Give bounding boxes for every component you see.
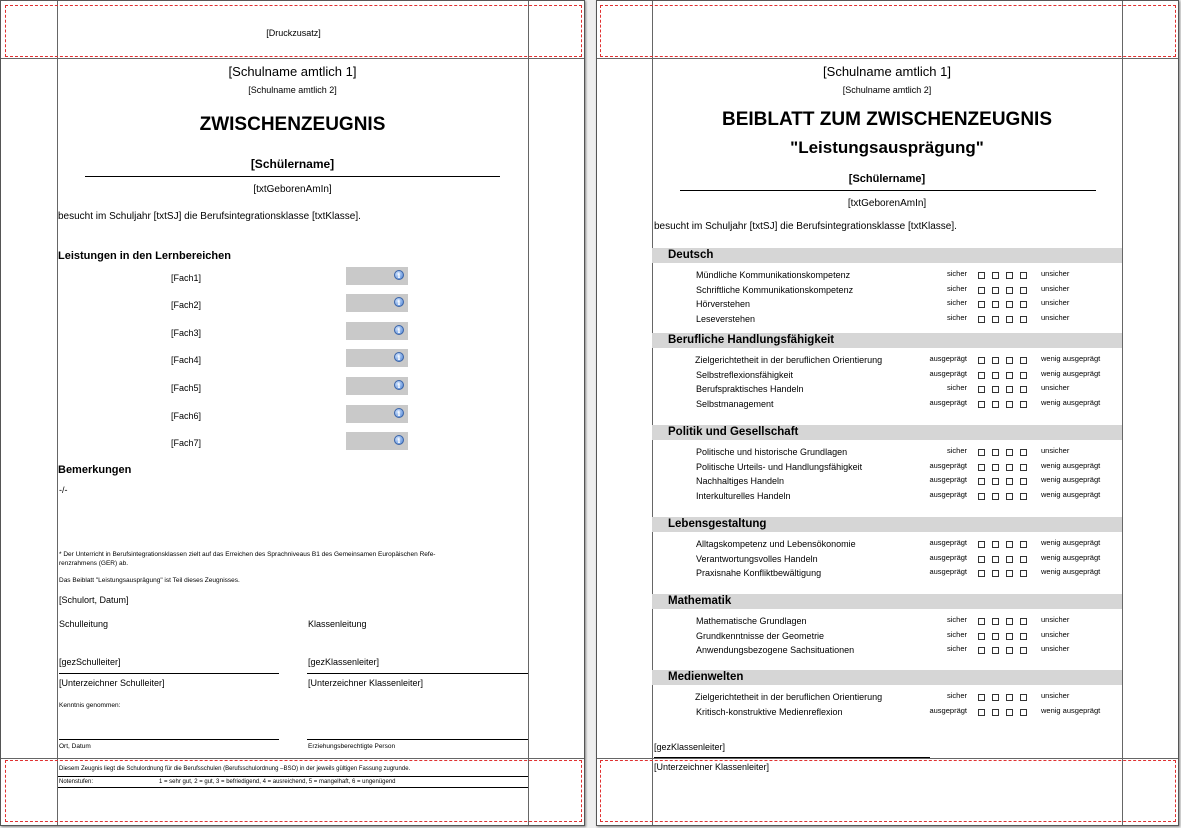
competency-label: Mündliche Kommunikationskompetenz <box>696 270 851 280</box>
rating-checkbox[interactable] <box>1006 272 1013 279</box>
rating-checkbox[interactable] <box>1020 272 1027 279</box>
rating-checkbox[interactable] <box>992 272 999 279</box>
birth-field[interactable]: [txtGeborenAmIn] <box>253 184 332 195</box>
rating-checkbox[interactable] <box>1006 694 1013 701</box>
scale-right-label: wenig ausgeprägt <box>1041 475 1101 484</box>
signature-line <box>654 757 930 758</box>
signature-line <box>59 673 279 674</box>
rating-checkbox[interactable] <box>1006 449 1013 456</box>
rating-checkbox[interactable] <box>1020 449 1027 456</box>
scale-left-label: ausgeprägt <box>929 553 967 562</box>
rating-checkbox[interactable] <box>992 386 999 393</box>
scale-right-label: unsicher <box>1041 313 1070 322</box>
rating-checkbox[interactable] <box>1006 556 1013 563</box>
rating-checkbox[interactable] <box>992 464 999 471</box>
school-name-2: [Schulname amtlich 2] <box>248 85 337 95</box>
acknowledged-label: Kenntnis genommen: <box>59 702 121 709</box>
rating-checkbox[interactable] <box>978 493 985 500</box>
rating-checkbox[interactable] <box>978 709 985 716</box>
print-note: [Druckzusatz] <box>266 28 321 38</box>
grade-field[interactable] <box>346 322 408 340</box>
rating-checkbox[interactable] <box>992 478 999 485</box>
scale-right-label: wenig ausgeprägt <box>1041 538 1101 547</box>
rating-checkbox[interactable] <box>1020 647 1027 654</box>
competency-label: Grundkenntnisse der Geometrie <box>696 631 825 641</box>
scale-left-label: ausgeprägt <box>929 706 967 715</box>
rating-checkbox[interactable] <box>992 401 999 408</box>
margin-guide <box>1122 1 1123 825</box>
scale-right-label: unsicher <box>1041 615 1070 624</box>
scale-left-label: sicher <box>946 691 967 700</box>
remarks-value[interactable]: -/- <box>59 485 68 495</box>
class-head-name[interactable]: [Unterzeichner Klassenleiter] <box>654 762 770 772</box>
rating-checkbox[interactable] <box>1006 570 1013 577</box>
scale-right-label: unsicher <box>1041 630 1070 639</box>
birth-field[interactable]: [txtGeborenAmIn] <box>847 198 927 209</box>
rating-checkbox[interactable] <box>978 556 985 563</box>
margin-guide <box>597 58 1178 59</box>
competency-label: Politische und historische Grundlagen <box>696 447 848 457</box>
subject-label: [Fach3] <box>171 328 202 338</box>
scale-right-label: unsicher <box>1041 383 1070 392</box>
rating-checkbox[interactable] <box>1006 633 1013 640</box>
scale-left-label: sicher <box>946 269 967 278</box>
competency-label: Verantwortungsvolles Handeln <box>696 554 818 564</box>
rating-checkbox[interactable] <box>992 287 999 294</box>
rating-checkbox[interactable] <box>1020 464 1027 471</box>
info-icon[interactable]: i <box>394 435 404 445</box>
rating-checkbox[interactable] <box>992 493 999 500</box>
competency-label: Selbstreflexionsfähigkeit <box>696 370 794 380</box>
school-name-1: [Schulname amtlich 1] <box>228 64 357 79</box>
rating-checkbox[interactable] <box>978 541 985 548</box>
competency-label: Politische Urteils- und Handlungsfähigkeit <box>696 462 863 472</box>
rating-checkbox[interactable] <box>978 272 985 279</box>
school-head-name[interactable]: [Unterzeichner Schulleiter] <box>59 678 165 688</box>
rating-checkbox[interactable] <box>1006 357 1013 364</box>
info-icon[interactable]: i <box>394 408 404 418</box>
footer-rule <box>58 787 528 788</box>
section-title: Politik und Gesellschaft <box>668 426 799 438</box>
intro-text: besucht im Schuljahr [txtSJ] die Berufsintegrationsklasse [txtKlasse]. <box>654 221 957 232</box>
competency-label: Schriftliche Kommunikationskompetenz <box>696 285 854 295</box>
rating-checkbox[interactable] <box>992 556 999 563</box>
rating-checkbox[interactable] <box>978 478 985 485</box>
subject-label: [Fach2] <box>171 300 202 310</box>
rating-checkbox[interactable] <box>978 287 985 294</box>
scale-left-label: ausgeprägt <box>929 354 967 363</box>
rating-checkbox[interactable] <box>1006 493 1013 500</box>
scale-left-label: sicher <box>946 446 967 455</box>
grade-field[interactable] <box>346 349 408 367</box>
scale-right-label: unsicher <box>1041 446 1070 455</box>
class-head-name[interactable]: [Unterzeichner Klassenleiter] <box>308 678 424 688</box>
rating-checkbox[interactable] <box>992 301 999 308</box>
subject-label: [Fach6] <box>171 411 202 421</box>
rating-checkbox[interactable] <box>978 372 985 379</box>
competency-label: Nachhaltiges Handeln <box>696 476 785 486</box>
scale-left-label: sicher <box>946 615 967 624</box>
supplement-page <box>596 0 1179 826</box>
rating-checkbox[interactable] <box>992 570 999 577</box>
subject-label: [Fach5] <box>171 383 202 393</box>
rating-checkbox[interactable] <box>1020 478 1027 485</box>
rating-checkbox[interactable] <box>1020 301 1027 308</box>
scale-left-label: ausgeprägt <box>929 475 967 484</box>
competency-label: Interkulturelles Handeln <box>696 491 791 501</box>
class-head-signature[interactable]: [gezKlassenleiter] <box>654 742 726 752</box>
footer-grades-label: Notenstufen: <box>59 779 94 785</box>
guardian-label: Erziehungsberechtigte Person <box>308 743 396 750</box>
scale-left-label: ausgeprägt <box>929 398 967 407</box>
section-header <box>652 517 1122 532</box>
scale-left-label: sicher <box>946 298 967 307</box>
class-head-signature[interactable]: [gezKlassenleiter] <box>308 657 380 667</box>
rating-checkbox[interactable] <box>978 647 985 654</box>
footnote: Das Beiblatt "Leistungsausprägung" ist Teil dieses Zeugnisses. <box>59 577 240 584</box>
page-subtitle: "Leistungsausprägung" <box>790 138 984 157</box>
page-title: BEIBLATT ZUM ZWISCHENZEUGNIS <box>721 109 1052 130</box>
intro-text: besucht im Schuljahr [txtSJ] die Berufsintegrationsklasse [txtKlasse]. <box>58 211 361 222</box>
competency-label: Zielgerichtetheit in der beruflichen Orientierung <box>695 692 883 702</box>
rating-checkbox[interactable] <box>1006 301 1013 308</box>
rating-checkbox[interactable] <box>1020 316 1027 323</box>
rating-checkbox[interactable] <box>1006 386 1013 393</box>
school-head-label: Schulleitung <box>59 619 109 629</box>
scale-right-label: wenig ausgeprägt <box>1041 567 1101 576</box>
rating-checkbox[interactable] <box>992 372 999 379</box>
scale-right-label: unsicher <box>1041 691 1070 700</box>
rating-checkbox[interactable] <box>1020 570 1027 577</box>
footer-rule <box>58 776 528 777</box>
rating-checkbox[interactable] <box>978 570 985 577</box>
rating-checkbox[interactable] <box>992 633 999 640</box>
grade-field[interactable] <box>346 405 408 423</box>
rating-checkbox[interactable] <box>978 464 985 471</box>
rating-checkbox[interactable] <box>1020 694 1027 701</box>
rating-checkbox[interactable] <box>1020 372 1027 379</box>
rating-checkbox[interactable] <box>1006 709 1013 716</box>
student-name[interactable]: [Schülername] <box>250 157 335 171</box>
section-title: Medienwelten <box>668 671 744 683</box>
school-head-signature[interactable]: [gezSchulleiter] <box>59 657 121 667</box>
rating-checkbox[interactable] <box>978 633 985 640</box>
scale-left-label: ausgeprägt <box>929 567 967 576</box>
scale-right-label: wenig ausgeprägt <box>1041 490 1101 499</box>
grade-field[interactable] <box>346 267 408 285</box>
section-header <box>652 594 1122 609</box>
scale-left-label: sicher <box>946 644 967 653</box>
competency-label: Berufspraktisches Handeln <box>696 384 804 394</box>
scale-right-label: unsicher <box>1041 644 1070 653</box>
rating-checkbox[interactable] <box>1006 372 1013 379</box>
name-underline <box>680 190 1096 191</box>
signature-line <box>307 739 528 740</box>
competency-label: Anwendungsbezogene Sachsituationen <box>696 645 855 655</box>
margin-guide <box>1 758 584 759</box>
scale-left-label: sicher <box>946 313 967 322</box>
rating-checkbox[interactable] <box>1020 287 1027 294</box>
class-head-label: Klassenleitung <box>308 619 367 629</box>
school-name-2: [Schulname amtlich 2] <box>842 85 932 95</box>
scale-right-label: wenig ausgeprägt <box>1041 461 1101 470</box>
rating-checkbox[interactable] <box>992 694 999 701</box>
rating-checkbox[interactable] <box>1006 316 1013 323</box>
subject-label: [Fach4] <box>171 355 202 365</box>
section-header <box>652 425 1122 440</box>
rating-checkbox[interactable] <box>1020 633 1027 640</box>
place-date-field[interactable]: [Schulort, Datum] <box>59 595 129 605</box>
scale-right-label: unsicher <box>1041 284 1070 293</box>
margin-guide <box>1 58 584 59</box>
scale-left-label: sicher <box>946 284 967 293</box>
rating-checkbox[interactable] <box>1006 478 1013 485</box>
name-underline <box>85 176 500 177</box>
section-header <box>652 333 1122 348</box>
rating-checkbox[interactable] <box>1020 357 1027 364</box>
subject-label: [Fach7] <box>171 438 202 448</box>
remarks-title: Bemerkungen <box>58 464 132 476</box>
rating-checkbox[interactable] <box>1006 618 1013 625</box>
section-header <box>652 670 1122 685</box>
rating-checkbox[interactable] <box>992 541 999 548</box>
scale-right-label: wenig ausgeprägt <box>1041 398 1101 407</box>
section-title: Leistungen in den Lernbereichen <box>58 250 231 262</box>
footnote: * Der Unterricht in Berufsintegrationsklassen zielt auf das Erreichen des Sprachniveaus B1 des Gemeinsamen Europäischen Refe- <box>59 551 436 558</box>
rating-checkbox[interactable] <box>992 316 999 323</box>
info-icon[interactable]: i <box>394 297 404 307</box>
info-icon[interactable]: i <box>394 380 404 390</box>
rating-checkbox[interactable] <box>978 316 985 323</box>
scale-left-label: ausgeprägt <box>929 461 967 470</box>
scale-left-label: ausgeprägt <box>929 490 967 499</box>
competency-label: Alltagskompetenz und Lebensökonomie <box>696 539 856 549</box>
rating-checkbox[interactable] <box>1020 709 1027 716</box>
rating-checkbox[interactable] <box>1020 386 1027 393</box>
competency-label: Zielgerichtetheit in der beruflichen Orientierung <box>695 355 883 365</box>
signature-line <box>307 673 528 674</box>
rating-checkbox[interactable] <box>1006 401 1013 408</box>
rating-checkbox[interactable] <box>1006 647 1013 654</box>
scale-right-label: unsicher <box>1041 298 1070 307</box>
scale-left-label: sicher <box>946 630 967 639</box>
school-name-1: [Schulname amtlich 1] <box>823 64 951 79</box>
rating-checkbox[interactable] <box>1020 541 1027 548</box>
scale-right-label: wenig ausgeprägt <box>1041 369 1101 378</box>
rating-checkbox[interactable] <box>992 449 999 456</box>
grade-field[interactable] <box>346 377 408 395</box>
grade-field[interactable] <box>346 432 408 450</box>
section-title: Deutsch <box>668 249 714 261</box>
rating-checkbox[interactable] <box>1020 493 1027 500</box>
rating-checkbox[interactable] <box>1020 556 1027 563</box>
header-area <box>600 5 1176 57</box>
rating-checkbox[interactable] <box>992 618 999 625</box>
competency-label: Kritisch-konstruktive Medienreflexion <box>696 707 843 717</box>
student-name[interactable]: [Schülername] <box>848 173 926 185</box>
section-title: Lebensgestaltung <box>668 518 767 530</box>
rating-checkbox[interactable] <box>992 709 999 716</box>
rating-checkbox[interactable] <box>978 694 985 701</box>
rating-checkbox[interactable] <box>992 647 999 654</box>
signature-line <box>59 739 279 740</box>
rating-checkbox[interactable] <box>978 357 985 364</box>
scale-left-label: ausgeprägt <box>929 538 967 547</box>
margin-guide <box>597 758 1178 759</box>
competency-label: Leseverstehen <box>696 314 756 324</box>
section-title: Berufliche Handlungsfähigkeit <box>668 334 835 346</box>
rating-checkbox[interactable] <box>1006 287 1013 294</box>
scale-left-label: sicher <box>946 383 967 392</box>
rating-checkbox[interactable] <box>992 357 999 364</box>
place-date-label: Ort, Datum <box>59 743 91 750</box>
rating-checkbox[interactable] <box>978 301 985 308</box>
scale-right-label: wenig ausgeprägt <box>1041 706 1101 715</box>
footer-grades: 1 = sehr gut, 2 = gut, 3 = befriedigend, 4 = ausreichend, 5 = mangelhaft, 6 = ungenügend <box>159 779 396 785</box>
competency-label: Praxisnahe Konfliktbewältigung <box>696 568 822 578</box>
scale-right-label: unsicher <box>1041 269 1070 278</box>
rating-checkbox[interactable] <box>1006 464 1013 471</box>
rating-checkbox[interactable] <box>978 386 985 393</box>
scale-left-label: ausgeprägt <box>929 369 967 378</box>
section-header <box>652 248 1122 263</box>
certificate-page <box>0 0 585 826</box>
scale-right-label: wenig ausgeprägt <box>1041 553 1101 562</box>
info-icon[interactable]: i <box>394 270 404 280</box>
section-title: Mathematik <box>668 595 732 607</box>
subject-label: [Fach1] <box>171 273 202 283</box>
competency-label: Hörverstehen <box>696 299 751 309</box>
margin-guide <box>528 1 529 825</box>
competency-label: Mathematische Grundlagen <box>696 616 807 626</box>
rating-checkbox[interactable] <box>978 449 985 456</box>
rating-checkbox[interactable] <box>1006 541 1013 548</box>
competency-label: Selbstmanagement <box>696 399 774 409</box>
rating-checkbox[interactable] <box>1020 618 1027 625</box>
info-icon[interactable]: i <box>394 352 404 362</box>
grade-field[interactable] <box>346 294 408 312</box>
page-title: ZWISCHENZEUGNIS <box>199 114 386 135</box>
scale-right-label: wenig ausgeprägt <box>1041 354 1101 363</box>
rating-checkbox[interactable] <box>978 401 985 408</box>
footnote: renzrahmens (GER) ab. <box>59 560 128 567</box>
rating-checkbox[interactable] <box>978 618 985 625</box>
info-icon[interactable]: i <box>394 325 404 335</box>
footer-text: Diesem Zeugnis liegt die Schulordnung für die Berufsschulen (Berufsschulordnung –BSO) in der jeweils gültigen Fassung zugrunde. <box>59 766 411 772</box>
rating-checkbox[interactable] <box>1020 401 1027 408</box>
